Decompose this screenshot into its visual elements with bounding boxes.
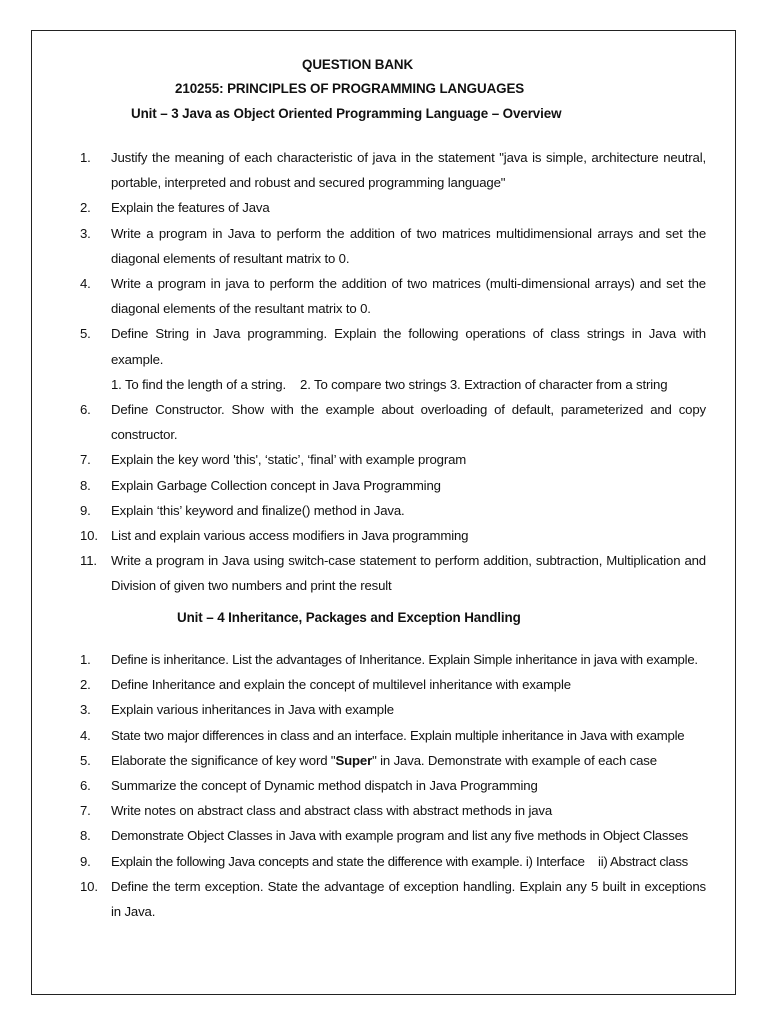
question-number: 7.	[80, 803, 91, 819]
question-text: Define is inheritance. List the advantages of Inheritance. Explain Simple inheritance in java with example.	[111, 652, 698, 667]
list-item	[80, 849, 706, 874]
list-item	[80, 498, 706, 523]
question-text: Explain various inheritances in Java with example	[111, 702, 394, 718]
unit4-heading: Unit – 4 Inheritance, Packages and Exception Handling	[177, 610, 521, 625]
question-text: State two major differences in class and an interface. Explain multiple inheritance in Java with example	[111, 727, 685, 743]
question-number: 10.	[80, 528, 98, 544]
question-number: 9.	[80, 853, 91, 869]
question-number: 4.	[80, 276, 91, 292]
question-number: 1.	[80, 652, 91, 667]
question-text: Write a program in Java to perform the addition of two matrices multidimensional arrays and set the diagonal elements of resultant matrix to 0.	[111, 225, 706, 266]
list-item	[80, 523, 706, 548]
question-text: Justify the meaning of each characteristic of java in the statement "java is simple, architecture neutral, portable, interpreted and robust and secured programming language"	[111, 150, 706, 191]
list-item	[80, 697, 706, 722]
question-number: 4.	[80, 727, 91, 743]
question-text: Define Constructor. Show with the example about overloading of default, parameterized and copy constructor.	[111, 402, 706, 443]
question-number: 8.	[80, 828, 91, 844]
list-item	[80, 672, 706, 697]
question-text: Demonstrate Object Classes in Java with example program and list any five methods in Object Classes	[111, 828, 689, 844]
list-item	[80, 798, 706, 823]
question-subtext: 1. To find the length of a string. 2. To compare two strings 3. Extraction of character from a string	[111, 376, 668, 392]
question-number: 1.	[80, 150, 91, 165]
document-title: QUESTION BANK	[302, 57, 414, 72]
list-item	[80, 874, 706, 924]
question-text: Explain the following Java concepts and state the difference with example. i) Interface ii) Abstract class	[111, 853, 688, 869]
question-number: 5.	[80, 326, 91, 342]
course-title: 210255: PRINCIPLES OF PROGRAMMING LANGUAGES	[175, 81, 525, 96]
list-item	[80, 773, 706, 798]
question-text-part: " in Java. Demonstrate with example of each case	[372, 752, 657, 768]
question-number: 5.	[80, 752, 91, 768]
question-text: Define Inheritance and explain the concept of multilevel inheritance with example	[111, 677, 571, 693]
question-text: Explain ‘this’ keyword and finalize() method in Java.	[111, 502, 405, 518]
question-number: 6.	[80, 778, 91, 794]
list-item	[80, 397, 706, 447]
question-text: Write a program in Java using switch-case statement to perform addition, subtraction, Multiplication and Division of given two numbers and print the result	[111, 553, 706, 594]
question-number: 6.	[80, 402, 91, 418]
question-number: 2.	[80, 677, 91, 693]
question-number: 11.	[80, 553, 97, 569]
question-text: Explain the key word 'this', ‘static’, ‘final’ with example program	[111, 452, 467, 468]
question-number: 8.	[80, 477, 91, 493]
question-text: Write a program in java to perform the addition of two matrices (multi-dimensional arrays) and set the diagonal elements of the resultant matrix to 0.	[111, 276, 706, 317]
list-item	[80, 221, 706, 271]
unit3-question-list	[80, 145, 706, 599]
question-text	[111, 748, 706, 773]
super-keyword: Super	[335, 752, 373, 768]
question-text: Write notes on abstract class and abstract class with abstract methods in java	[111, 803, 553, 819]
question-text: Explain the features of Java	[111, 200, 270, 216]
list-item	[80, 823, 706, 848]
question-number: 2.	[80, 200, 91, 216]
list-item	[80, 271, 706, 321]
unit3-heading: Unit – 3 Java as Object Oriented Programming Language – Overview	[131, 106, 562, 121]
list-item	[80, 723, 706, 748]
question-text-part: Elaborate the significance of key word "	[111, 752, 336, 768]
list-item	[80, 748, 706, 773]
question-number: 3.	[80, 225, 91, 241]
question-text: Explain Garbage Collection concept in Java Programming	[111, 477, 441, 493]
question-text: List and explain various access modifiers in Java programming	[111, 528, 469, 544]
question-number: 10.	[80, 878, 98, 894]
list-item	[80, 195, 706, 220]
question-text: Define String in Java programming. Explain the following operations of class strings in Java with example.	[111, 326, 706, 367]
list-item	[80, 321, 706, 397]
list-item	[80, 473, 706, 498]
list-item	[80, 548, 706, 598]
question-text: Define the term exception. State the advantage of exception handling. Explain any 5 built in exceptions in Java.	[111, 878, 706, 920]
unit4-question-list	[80, 647, 706, 924]
list-item	[80, 145, 706, 195]
question-number: 3.	[80, 702, 91, 718]
question-number: 9.	[80, 502, 91, 518]
question-text: Summarize the concept of Dynamic method dispatch in Java Programming	[111, 778, 538, 794]
list-item	[80, 647, 706, 672]
question-number: 7.	[80, 452, 91, 468]
list-item	[80, 447, 706, 472]
